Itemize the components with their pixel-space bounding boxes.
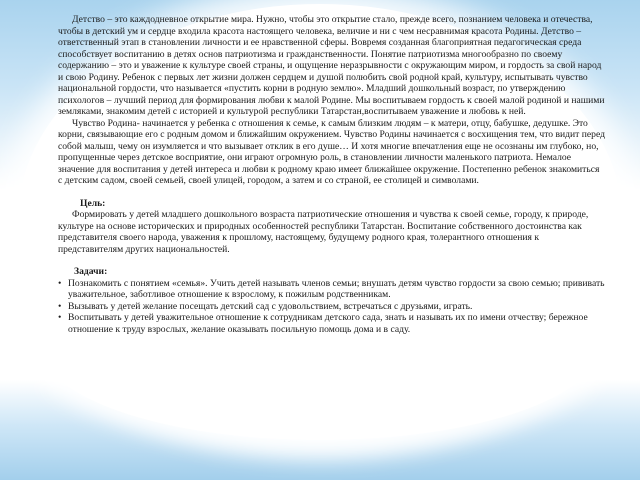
goal-paragraph: Формировать у детей младшего дошкольного возраста патриотические отношения и чувства к своей семье, городу, к природе, культуре на основе исторических и природных особенностей республики Татарстан. Воспитание собственного достоинства как представителя своего народа, уважения к прошлому, настоящему, будущему родного края, толерантного отношения к представителям других национальностей.: [58, 209, 589, 255]
task-item: [58, 278, 606, 301]
intro-paragraph: Детство – это каждодневное открытие мира. Нужно, чтобы это открытие стало, прежде всего, познанием человека и отечества, чтобы в детский ум и сердце входила красота настоящего человека, величие и ни с чем несравнимая красота Родины. Детство – ответственный этап в становлении личности и ее нравственной сферы. Вовремя созданная благоприятная педагогическая среда способствует воспитанию в детях основ патриотизма и гражданственности. Понятие патриотизма многообразно по своему содержанию – это и уважение к культуре своей страны, и ощущение неразрывности с окружающим миром, и гордость за свой народ и свою Родину. Ребенок с первых лет жизни должен сердцем и душой полюбить свой родной край, культуру, испытывать чувство национальной гордости, что называется «пустить корни в родную землю». Младший дошкольный возраст, по утверждению психологов – лучший период для формирования любви к малой Родине. Мы воспитываем гордость к своей малой родиной и нашими земляками, знакомим детей с историей и культурой республики Татарстан,воспитываем уважение и любовь к ней.: [58, 14, 605, 117]
task-item: [58, 312, 606, 335]
bullet-icon: •: [58, 312, 62, 323]
tasks-heading: Задачи:: [74, 266, 108, 277]
goal-heading: Цель:: [80, 197, 106, 209]
task-text: Вызывать у детей желание посещать детский сад с удовольствием, встречаться с друзьями, играть.: [68, 300, 473, 312]
task-text: Познакомить с понятием «семья». Учить детей называть членов семьи; внушать детям чувство гордости за свою семью; прививать уважительное, заботливое отношение к взрослому, к пожилым родственникам.: [68, 277, 605, 300]
task-item: [58, 301, 606, 313]
document-body: [58, 14, 606, 335]
task-text: Воспитывать у детей уважительное отношение к сотрудникам детского сада, знать и называть их по имени отчеству; бережное отношение к труду взрослых, желание оказывать посильную помощь дома и в саду.: [68, 312, 588, 335]
bullet-icon: •: [58, 277, 62, 289]
bullet-icon: •: [58, 300, 62, 312]
spacer: [58, 255, 606, 266]
intro-paragraph: Чувство Родина- начинается у ребенка с отношения к семье, к самым близким людям – к матери, отцу, бабушке, дедушке. Это корни, связывающие его с родным домом и ближайшим окружением. Чувство Родины начинается с восхищения тем, что видит перед собой малыш, чему он изумляется и что вызывает отклик в его душе… И хотя многие впечатления еще не осознаны им глубоко, но, пропущенные через детское восприятие, они играют огромную роль, в становлении личности маленького патриота. Немалое значение для воспитания у детей интереса и любви к родному краю имеет ближайшее окружение. Постепенно ребенок знакомиться с детским садом, своей семьей, своей улицей, городом, а затем и со страной, ее столицей и символами.: [58, 117, 605, 186]
spacer: [58, 187, 606, 198]
